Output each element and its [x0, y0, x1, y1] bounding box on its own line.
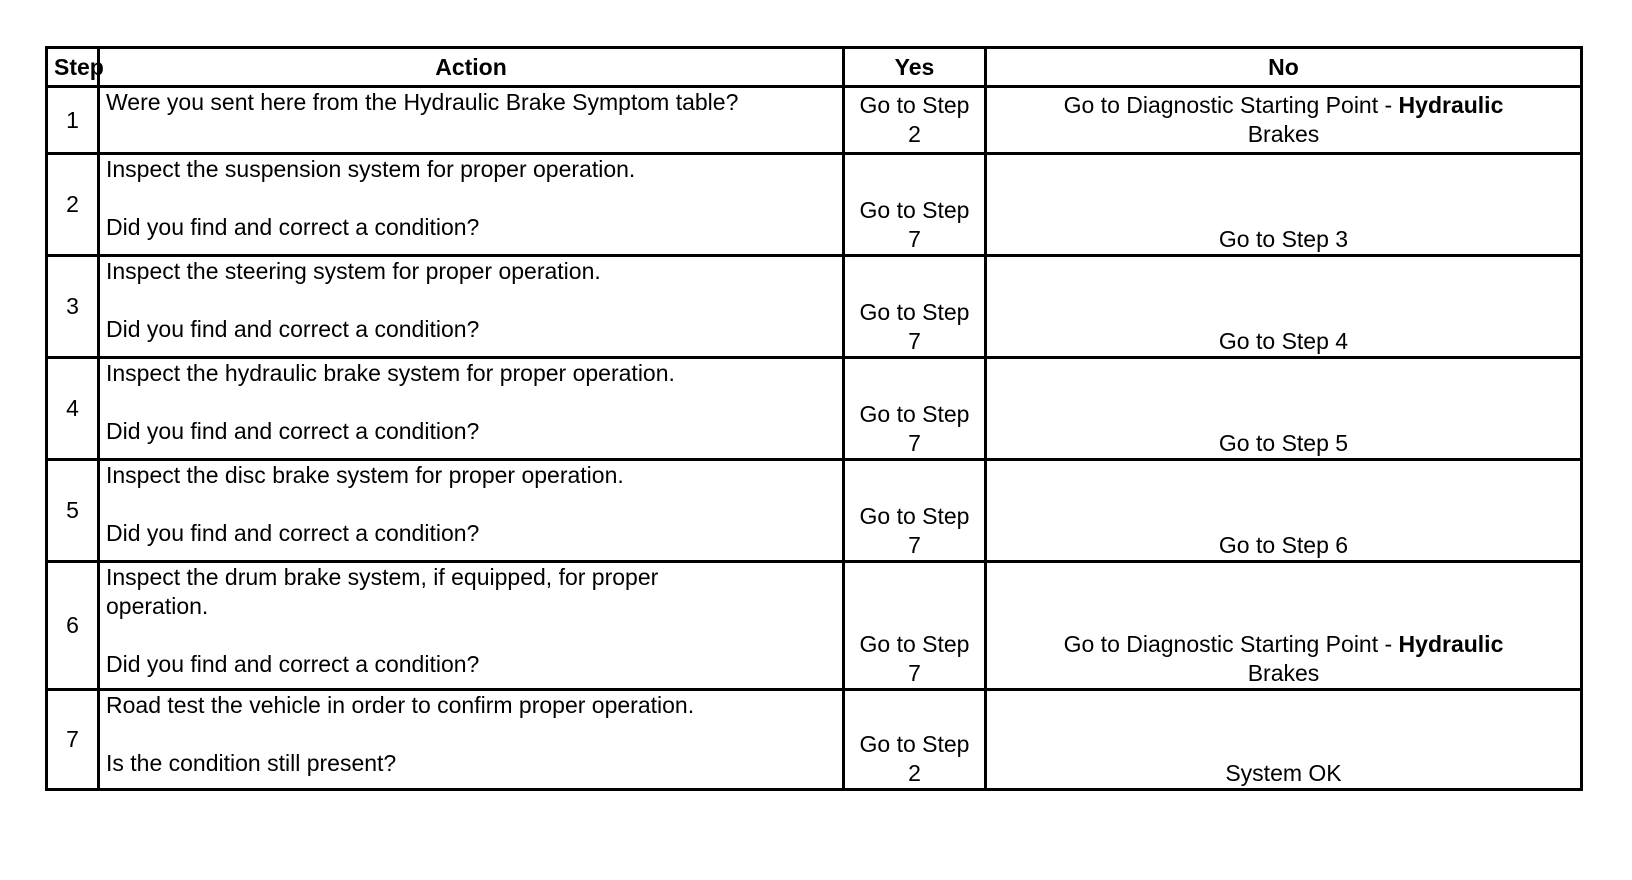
- action-question: Did you find and correct a condition?: [106, 520, 480, 546]
- yes-cell: Go to Step 2: [844, 87, 986, 154]
- action-text: Were you sent here from the Hydraulic Brake Symptom table?: [106, 89, 739, 115]
- step-number: 1: [47, 87, 99, 154]
- no-text-bold: Hydraulic: [1398, 631, 1504, 657]
- action-question: Did you find and correct a condition?: [106, 651, 480, 677]
- no-cell: Go to Step 6: [986, 460, 1582, 562]
- no-text: Go to Diagnostic Starting Point -: [1063, 92, 1399, 118]
- no-cell: [986, 562, 1582, 690]
- action-question: Did you find and correct a condition?: [106, 214, 480, 240]
- action-question: Did you find and correct a condition?: [106, 418, 480, 444]
- diagnostic-table: [45, 46, 1583, 791]
- table-row: [47, 154, 1582, 256]
- step-number: 3: [47, 256, 99, 358]
- action-cell: [99, 690, 844, 790]
- header-action: Action: [99, 48, 844, 87]
- yes-cell: Go to Step 7: [844, 460, 986, 562]
- header-step: Step: [47, 48, 99, 87]
- yes-cell: Go to Step 2: [844, 690, 986, 790]
- table-row: [47, 460, 1582, 562]
- yes-cell: Go to Step 7: [844, 154, 986, 256]
- table-row: [47, 358, 1582, 460]
- step-number: 7: [47, 690, 99, 790]
- no-cell: System OK: [986, 690, 1582, 790]
- action-cell: [99, 87, 844, 154]
- yes-cell: Go to Step 7: [844, 358, 986, 460]
- yes-cell: Go to Step 7: [844, 256, 986, 358]
- action-cell: [99, 460, 844, 562]
- action-instruction: Inspect the steering system for proper operation.: [106, 258, 601, 284]
- table-row: [47, 690, 1582, 790]
- no-cell: Go to Step 4: [986, 256, 1582, 358]
- step-number: 6: [47, 562, 99, 690]
- action-cell: [99, 562, 844, 690]
- action-cell: [99, 154, 844, 256]
- no-text-tail: Brakes: [1247, 660, 1320, 686]
- no-text-bold: Hydraulic: [1398, 92, 1504, 118]
- no-cell: Go to Step 5: [986, 358, 1582, 460]
- no-cell: Go to Step 3: [986, 154, 1582, 256]
- no-text: Go to Diagnostic Starting Point -: [1063, 631, 1399, 657]
- no-cell: [986, 87, 1582, 154]
- table-row: [47, 256, 1582, 358]
- step-number: 5: [47, 460, 99, 562]
- table-row: [47, 87, 1582, 154]
- action-question: Did you find and correct a condition?: [106, 316, 480, 342]
- action-cell: [99, 256, 844, 358]
- action-instruction: Inspect the drum brake system, if equipped, for proper operation.: [106, 564, 659, 619]
- action-instruction: Inspect the hydraulic brake system for proper operation.: [106, 360, 675, 386]
- action-instruction: Inspect the suspension system for proper operation.: [106, 156, 636, 182]
- action-question: Is the condition still present?: [106, 750, 397, 776]
- step-number: 2: [47, 154, 99, 256]
- header-row: [47, 48, 1582, 87]
- header-yes: Yes: [844, 48, 986, 87]
- action-instruction: Inspect the disc brake system for proper operation.: [106, 462, 624, 488]
- table-row: [47, 562, 1582, 690]
- no-text-tail: Brakes: [1247, 121, 1320, 147]
- step-number: 4: [47, 358, 99, 460]
- yes-cell: Go to Step 7: [844, 562, 986, 690]
- action-instruction: Road test the vehicle in order to confirm proper operation.: [106, 692, 695, 718]
- header-no: No: [986, 48, 1582, 87]
- action-cell: [99, 358, 844, 460]
